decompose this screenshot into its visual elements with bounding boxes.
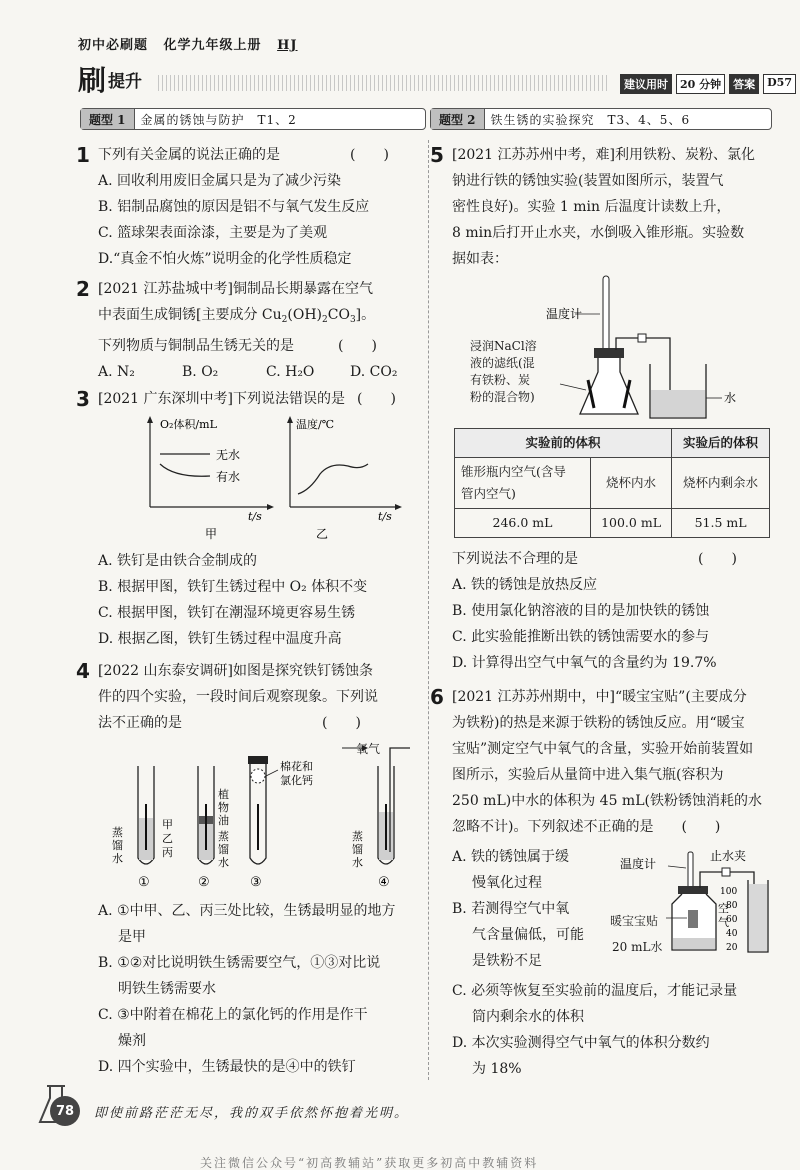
chart-b-xlabel: t/s	[378, 510, 392, 523]
question-line: [2021 江苏盐城中考]铜制品长期暴露在空气	[98, 281, 374, 297]
svg-text:馏: 馏	[352, 843, 363, 856]
type-bar-2	[430, 108, 772, 130]
label-cotton: 棉花和	[280, 760, 313, 773]
option-row	[98, 359, 418, 385]
tick-20: 20	[726, 943, 738, 953]
question-line: 据如表：	[452, 251, 508, 267]
beaker-water	[651, 390, 705, 417]
option-b-cont: 明铁生锈需要水	[118, 981, 216, 997]
question-line: [2021 江苏苏州期中，中]“暖宝宝贴”(主要成分	[452, 689, 747, 705]
question-4	[76, 658, 418, 736]
answer-label: 答案	[729, 74, 759, 94]
tube-label-3: ③	[250, 875, 262, 890]
option-d: D. 计算得出空气中氧气的含量约为 19.7%	[452, 655, 717, 671]
question-stem: 下列说法不合理的是	[452, 551, 578, 567]
question-number: 3	[76, 387, 90, 411]
question-line: 图所示，实验后从量筒中进入集气瓶(容积为	[452, 767, 724, 783]
label-thermometer: 温度计	[620, 857, 657, 871]
label-clamp: 止水夹	[710, 849, 747, 863]
question-line: 为铁粉)的热是来源于铁粉的锈蚀反应。用“暖宝	[452, 715, 745, 731]
type-text: 金属的锈蚀与防护 T1、2	[140, 112, 297, 127]
option-a: A. 铁钉是由铁合金制成的	[98, 553, 258, 569]
option-b: B. 铝制品腐蚀的原因是铝不与氧气发生反应	[98, 199, 370, 215]
type-tag: 题型 1	[81, 109, 135, 129]
cell-beaker-water: 烧杯内水	[591, 458, 672, 509]
question-5-options	[452, 546, 772, 676]
column-divider	[428, 140, 429, 1080]
question-line: 250 mL)中水的体积为 45 mL(铁粉锈蚀消耗的水	[452, 793, 762, 809]
water-clamp	[638, 334, 646, 342]
chart-b-ylabel: 温度/℃	[296, 418, 335, 431]
question-5	[430, 142, 772, 272]
svg-text:植: 植	[218, 788, 229, 801]
label-warm-pad: 暖宝宝贴	[609, 914, 658, 928]
subject-name: 化学九年级上册	[163, 38, 262, 53]
question-line: [2021 江苏苏州中考，难]利用铁粉、炭粉、氯化	[452, 147, 756, 163]
option-b-cont: 是铁粉不足	[472, 953, 542, 969]
label-thermometer: 温度计	[546, 307, 583, 321]
chart-a-xlabel: t/s	[248, 510, 262, 523]
q5-data-table	[454, 428, 770, 538]
footer-watermark: 关注微信公众号“初高教辅站”获取更多初高中教辅资料	[200, 1156, 539, 1170]
question-number: 6	[430, 685, 444, 709]
svg-text:蒸: 蒸	[352, 830, 363, 843]
section-brand	[78, 62, 142, 96]
value-remaining-water: 51.5 mL	[672, 509, 770, 538]
label-oxygen: 氧气	[356, 742, 381, 756]
answer-page: D57	[763, 74, 796, 94]
option-a: A. 铁的锈蚀是放热反应	[452, 577, 598, 593]
option-a: A. 铁的锈蚀属于缓	[452, 849, 570, 865]
type-bar-1	[80, 108, 426, 130]
arrow	[287, 416, 293, 423]
cotton	[251, 769, 265, 783]
value-beaker-water: 100.0 mL	[591, 509, 672, 538]
question-3	[76, 386, 418, 412]
question-number: 5	[430, 143, 444, 167]
time-value: 20 分钟	[676, 74, 725, 94]
option-b: B. O₂	[182, 364, 219, 380]
series-label-wet: 有水	[216, 470, 241, 484]
tick-100: 100	[720, 887, 738, 897]
question-line: 密性良好)。实验 1 min 后温度计读数上升，	[452, 199, 731, 215]
footer-motto: 即使前路茫茫无尽，我的双手依然怀抱着光明。	[94, 1106, 410, 1121]
filter-paper-label: 浸润NaCl溶 液的滤纸(混 有铁粉、炭 粉的混合物)	[470, 339, 537, 404]
time-label: 建议用时	[620, 74, 672, 94]
chart-b-name: 乙	[316, 527, 329, 541]
label-cacl2: 氯化钙	[280, 774, 313, 787]
option-b: B. 使用氯化钠溶液的目的是加快铁的锈蚀	[452, 603, 710, 619]
chart-a-name: 甲	[205, 527, 218, 541]
question-number: 2	[76, 277, 90, 301]
question-line: 宝贴”测定空气中氧气的含量，实验开始前装置如	[452, 741, 754, 757]
option-d: D. 本次实验测得空气中氧气的体积分数约	[452, 1035, 710, 1051]
answer-paren: ( )	[338, 338, 377, 354]
svg-text:馏: 馏	[218, 843, 229, 856]
answer-paren: ( )	[322, 715, 361, 731]
series-label-dry: 无水	[216, 448, 241, 462]
option-c: C. 此实验能推断出铁的锈蚀需要水的参与	[452, 629, 710, 645]
question-number: 1	[76, 143, 90, 167]
option-a: A. ①中甲、乙、丙三处比较，生锈最明显的地方	[98, 903, 396, 919]
value-flask-air: 246.0 mL	[455, 509, 591, 538]
question-number: 4	[76, 659, 90, 683]
chart-a-ylabel: O₂体积/mL	[160, 418, 217, 431]
label-yi: 乙	[162, 832, 173, 845]
cell-flask-air: 锥形瓶内空气(含导 管内空气)	[455, 458, 591, 509]
label-20ml-water: 20 mL水	[612, 940, 663, 954]
question-4-options	[98, 898, 418, 1080]
series-name: 初中必刷题	[78, 38, 149, 53]
stopper-3	[248, 756, 268, 764]
brand-big: 刷	[78, 64, 107, 97]
label-air: 空	[718, 902, 729, 915]
question-stem: 忽略不计)。下列叙述不正确的是	[452, 819, 654, 835]
decorative-hatch	[158, 75, 608, 91]
bottle-water	[673, 938, 715, 949]
tube-label-4: ④	[378, 875, 390, 890]
warm-pad	[688, 910, 698, 928]
edition-label: HJ	[277, 38, 298, 53]
question-line: 中表面生成铜锈[主要成分 $Cu_2(OH)_2CO_3$]。	[98, 307, 376, 325]
svg-text:水: 水	[112, 852, 123, 865]
svg-text:蒸: 蒸	[218, 830, 229, 843]
option-c: C. 根据甲图，铁钉在潮湿环境更容易生锈	[98, 605, 356, 621]
question-line: 8 min后打开止水夹，水倒吸入锥形瓶。实验数	[452, 225, 745, 241]
option-a: A. N₂	[98, 364, 135, 380]
arrow	[147, 416, 153, 423]
option-c: C. ③中附着在棉花上的氯化钙的作用是作干	[98, 1007, 368, 1023]
question-line: 件的四个实验，一段时间后观察现象。下列说	[98, 689, 378, 705]
tube-label-2: ②	[198, 875, 210, 890]
book-header	[78, 34, 308, 53]
svg-text:水: 水	[218, 856, 229, 869]
option-d: D. 根据乙图，铁钉生锈过程中温度升高	[98, 631, 342, 647]
question-2	[76, 276, 418, 385]
label-jia: 甲	[162, 818, 173, 831]
option-c: C. H₂O	[266, 364, 315, 380]
svg-text:水: 水	[352, 856, 363, 869]
option-b: B. 若测得空气中氧	[452, 901, 570, 917]
question-1	[76, 142, 418, 272]
svg-text:气: 气	[718, 916, 729, 929]
question-line: [2022 山东泰安调研]如图是探究铁钉锈蚀条	[98, 663, 374, 679]
cylinder-water	[749, 884, 767, 951]
cell-remaining-water: 烧杯内剩余水	[672, 458, 770, 509]
option-c-cont: 筒内剩余水的体积	[472, 1009, 584, 1025]
option-d-cont: 为 18%	[472, 1061, 522, 1077]
type-tag: 题型 2	[431, 109, 485, 129]
option-c: C. 必须等恢复至实验前的温度后，才能记录量	[452, 983, 738, 999]
option-b: B. 根据甲图，铁钉生锈过程中 O₂ 体积不变	[98, 579, 368, 595]
label-distilled-water-1: 蒸	[112, 826, 123, 839]
q4-test-tubes	[110, 740, 420, 890]
option-b-cont: 气含量偏低，可能	[472, 927, 584, 943]
water-clamp	[722, 868, 730, 876]
temp-curve	[298, 464, 368, 494]
brand-small: 提升	[108, 71, 143, 92]
question-6	[430, 684, 772, 840]
q3-graphs	[130, 412, 410, 544]
question-stem: 法不正确的是	[98, 715, 182, 731]
label-bing: 丙	[162, 846, 173, 859]
svg-text:物: 物	[218, 801, 229, 814]
tick-80: 80	[726, 901, 738, 911]
question-6-options-cd	[452, 978, 772, 1082]
header-before: 实验前的体积	[455, 429, 672, 458]
option-a-cont: 是甲	[118, 929, 146, 945]
option-c: C. 篮球架表面涂漆，主要是为了美观	[98, 225, 328, 241]
answer-paren: ( )	[681, 819, 721, 835]
option-c-cont: 燥剂	[118, 1033, 146, 1049]
arrow	[395, 504, 402, 510]
option-d: D.“真金不怕火炼”说明金的化学性质稳定	[98, 251, 352, 267]
option-b: B. ①②对比说明铁生锈需要空气，①③对比说	[98, 955, 381, 971]
question-stem: [2021 广东深圳中考]下列说法错误的是	[98, 391, 346, 407]
tick-60: 60	[726, 915, 738, 925]
option-a: A. 回收利用废旧金属只是为了减少污染	[98, 173, 342, 189]
question-stem: 下列物质与铜制品生锈无关的是	[98, 338, 294, 354]
option-d: D. 四个实验中，生锈最快的是④中的铁钉	[98, 1059, 356, 1075]
label-water: 水	[724, 391, 737, 405]
answer-paren: ( )	[357, 391, 396, 407]
time-badge	[620, 74, 796, 94]
bottle-stopper	[678, 886, 708, 894]
answer-paren: ( )	[698, 551, 737, 567]
answer-paren: ( )	[350, 147, 389, 163]
arrow	[267, 504, 274, 510]
flask-stopper	[594, 348, 624, 358]
question-stem: 下列有关金属的说法正确的是	[98, 147, 280, 163]
question-6-options-ab	[452, 844, 612, 974]
svg-text:油: 油	[218, 814, 229, 827]
page-number: 78	[50, 1096, 80, 1126]
tick-40: 40	[726, 929, 738, 939]
question-line: 钠进行铁的锈蚀实验(装置如图所示，装置气	[452, 173, 724, 189]
series-wet	[160, 464, 210, 476]
question-3-options	[98, 548, 418, 652]
svg-text:馏: 馏	[112, 839, 123, 852]
header-after: 实验后的体积	[672, 429, 770, 458]
option-a-cont: 慢氧化过程	[472, 875, 542, 891]
type-text: 铁生锈的实验探究 T3、4、5、6	[490, 112, 691, 127]
option-d: D. CO₂	[350, 364, 398, 380]
tube-label-1: ①	[138, 875, 150, 890]
